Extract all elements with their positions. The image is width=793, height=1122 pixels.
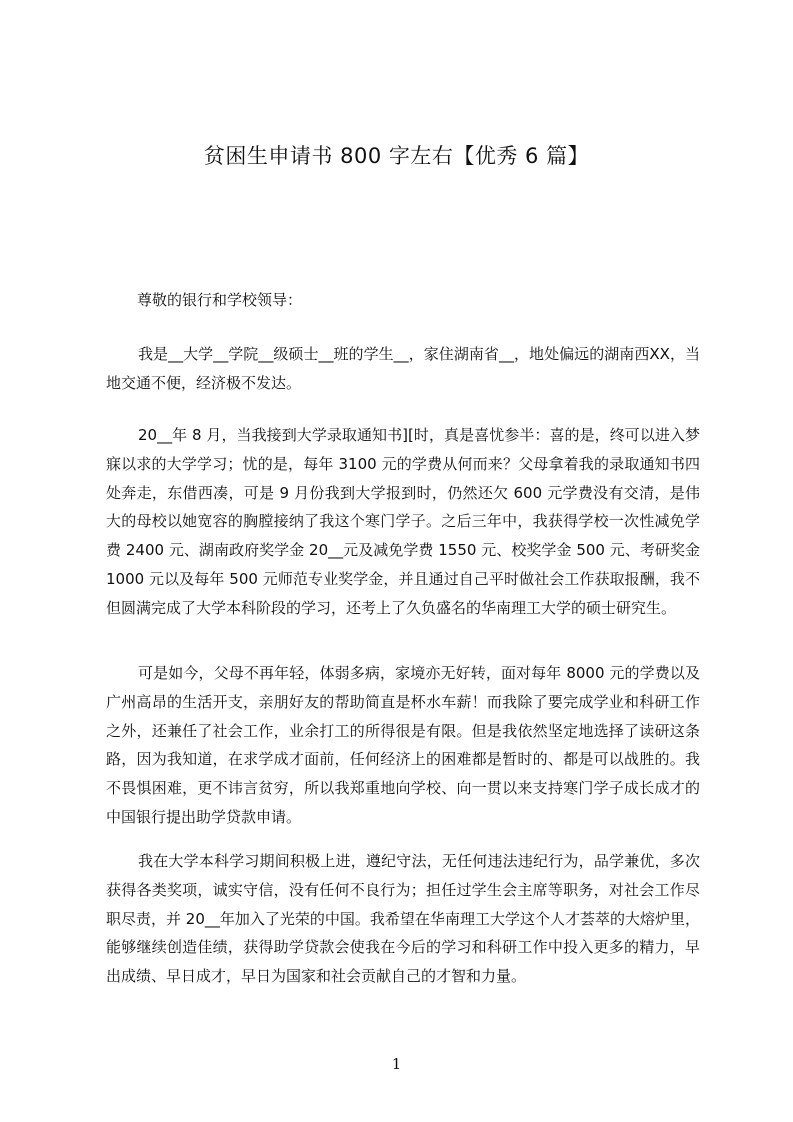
body-paragraph-2: 20__年 8 月，当我接到大学录取通知书][时，真是喜忧参半：喜的是，终可以进入梦寐以求的大学学习；忧的是，每年 3100 元的学费从何而来？父母拿着我的录取通知书四处奔走，东借西凑，可是 9 月份我到大学报到时，仍然还欠 600 元学费没有交清，是伟大的母校以她宽容的胸膛接纳了我这个寒门学子。之后三年中，我获得学校一次性减免学费 2400 元、湖南政府奖学金 20__元及减免学费 1550 元、校奖学金 500 元、考研奖金 1000 元以及每年 500 元师范专业奖学金，并且通过自己平时做社会工作获取报酬，我不但圆满完成了大学本科阶段的学习，还考上了久负盛名的华南理工大学的硕士研究生。	[106, 426, 700, 617]
page-number: 1	[391, 1055, 402, 1073]
body-paragraph-1: 我是__大学__学院__级硕士__班的学生__，家住湖南省__，地处偏远的湖南西XX，当地交通不便，经济极不发达。	[106, 345, 700, 392]
body-paragraph-4: 我在大学本科学习期间积极上进，遵纪守法，无任何违法违纪行为，品学兼优，多次获得各类奖项，诚实守信，没有任何不良行为；担任过学生会主席等职务，对社会工作尽职尽责，并 20__年加入了光荣的中国。我希望在华南理工大学这个人才荟萃的大熔炉里，能够继续创造佳绩，获得助学贷款会使我在今后的学习和科研工作中投入更多的精力，早出成绩、早日成才，早日为国家和社会贡献自己的才智和力量。	[106, 852, 700, 986]
salutation: 尊敬的银行和学校领导：	[137, 291, 303, 309]
document-title: 贫困生申请书 800 字左右【优秀 6 篇】	[203, 144, 590, 168]
body-paragraph-3: 可是如今，父母不再年轻，体弱多病，家境亦无好转，面对每年 8000 元的学费以及广州高昂的生活开支，亲朋好友的帮助简直是杯水车薪！而我除了要完成学业和科研工作之外，还兼任了社会工作，业余打工的所得很是有限。但是我依然坚定地选择了读研这条路，因为我知道，在求学成才面前，任何经济上的困难都是暂时的、都是可以战胜的。我不畏惧困难，更不讳言贫穷，所以我郑重地向学校、向一贯以来支持寒门学子成长成才的中国银行提出助学贷款申请。	[106, 664, 700, 826]
